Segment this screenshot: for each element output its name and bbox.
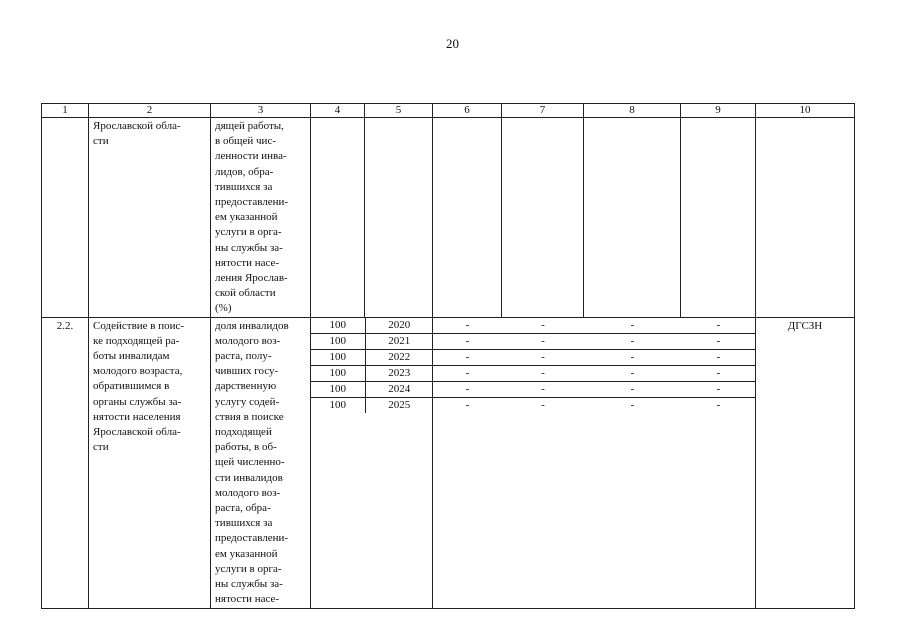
cell: [365, 118, 433, 318]
text-line: тившихся за: [215, 180, 273, 193]
year-row: [311, 349, 433, 365]
executor-cell: ДГСЗН: [756, 317, 855, 608]
text-line: ны службы за-: [215, 578, 283, 591]
action-description-cell: [89, 317, 211, 608]
text-line: нятости населения: [93, 410, 181, 423]
text-line: ления Ярослав-: [215, 272, 288, 285]
funding-value: -: [584, 365, 681, 381]
cell: [584, 118, 681, 318]
column-header: 3: [211, 104, 311, 118]
column-header: 9: [681, 104, 756, 118]
row-number-cell: 2.2.: [42, 317, 89, 608]
text-line: чивших госу-: [215, 365, 279, 378]
text-line: Содействие в поис-: [93, 319, 185, 332]
continued-action-cell: [89, 118, 211, 318]
funding-value: -: [433, 318, 502, 334]
text-line: работы, в об-: [215, 441, 277, 454]
text-line: молодого воз-: [215, 486, 281, 499]
year: 2024: [365, 381, 433, 397]
column-header: 4: [311, 104, 365, 118]
table-row-2-2: [42, 317, 855, 608]
target-value: 100: [311, 349, 365, 365]
text-line: щей численно-: [215, 456, 285, 469]
funding-value: -: [502, 381, 584, 397]
text-line: услугу содей-: [215, 395, 280, 408]
funding-value: -: [630, 398, 635, 411]
text-line: сти: [93, 135, 109, 148]
text-line: доля инвалидов: [215, 319, 289, 332]
funding-value: -: [433, 333, 502, 349]
text-line: услуги в орга-: [215, 562, 282, 575]
funding-value: -: [465, 398, 470, 411]
column-header: 10: [756, 104, 855, 118]
text-line: в общей чис-: [215, 135, 276, 148]
target-value: 100: [311, 365, 365, 381]
column-header: 1: [42, 104, 89, 118]
funding-subtable: [433, 318, 756, 413]
text-line: ем указанной: [215, 211, 278, 224]
text-line: органы службы за-: [93, 395, 182, 408]
text-line: предоставлени-: [215, 196, 289, 209]
column-number-header-row: [42, 104, 855, 118]
year-row: [433, 365, 756, 381]
cell: [311, 118, 365, 318]
text-line: ской области: [215, 287, 276, 300]
column-header: 6: [433, 104, 502, 118]
funding-cells: [433, 317, 756, 608]
funding-value: -: [681, 318, 756, 334]
year-row: [433, 397, 756, 413]
funding-value: -: [433, 365, 502, 381]
text-line: Ярославской обла-: [93, 426, 181, 439]
funding-value: -: [681, 333, 756, 349]
value-year-subtable: [311, 318, 433, 413]
text-line: тившихся за: [215, 517, 273, 530]
cell: [681, 118, 756, 318]
cell: [756, 118, 855, 318]
text-line: ны службы за-: [215, 241, 283, 254]
text-line: ке подходящей ра-: [93, 334, 180, 347]
text-line: обратившимся в: [93, 380, 170, 393]
year-row: [311, 365, 433, 381]
target-value: 100: [311, 318, 365, 334]
year: 2025: [388, 398, 411, 411]
continued-indicator-cell: [211, 118, 311, 318]
year-row: [433, 333, 756, 349]
funding-value: -: [681, 365, 756, 381]
funding-value: -: [541, 398, 545, 411]
target-value: 100: [311, 381, 365, 397]
funding-value: -: [502, 349, 584, 365]
funding-value: -: [584, 318, 681, 334]
text-line: ствия в поиске: [215, 410, 284, 423]
column-header: 8: [584, 104, 681, 118]
year-row: [311, 333, 433, 349]
year: 2020: [365, 318, 433, 334]
year: 2021: [365, 333, 433, 349]
target-value: 100: [311, 397, 365, 413]
column-header: 2: [89, 104, 211, 118]
text-line: предоставлени-: [215, 532, 289, 545]
funding-value: -: [584, 381, 681, 397]
year: 2022: [365, 349, 433, 365]
text-line: дящей работы,: [215, 120, 284, 132]
continuation-row: [42, 118, 855, 318]
year-row: [311, 381, 433, 397]
text-line: нятости насе-: [215, 593, 280, 606]
text-line: ем указанной: [215, 547, 278, 560]
text-line: молодого возраста,: [93, 365, 183, 378]
cell: [502, 118, 584, 318]
column-header: 7: [502, 104, 584, 118]
funding-value: -: [502, 318, 584, 334]
year: 2023: [365, 365, 433, 381]
year-row: [433, 318, 756, 334]
year-row: [311, 397, 433, 413]
text-line: раста, обра-: [215, 502, 271, 515]
funding-value: -: [716, 398, 721, 411]
text-line: сти: [93, 441, 109, 454]
funding-value: -: [502, 365, 584, 381]
cell: [433, 118, 502, 318]
year-row: [433, 381, 756, 397]
column-header: 5: [365, 104, 433, 118]
text-line: нятости насе-: [215, 256, 280, 269]
text-line: (%): [215, 302, 232, 315]
year-row: [433, 349, 756, 365]
funding-value: -: [584, 333, 681, 349]
text-line: подходящей: [215, 426, 272, 439]
cell: [42, 118, 89, 318]
text-line: молодого воз-: [215, 334, 281, 347]
text-line: боты инвалидам: [93, 350, 170, 363]
target-value: 100: [311, 333, 365, 349]
text-line: услуги в орга-: [215, 226, 282, 239]
text-line: Ярославской обла-: [93, 120, 181, 132]
funding-value: -: [681, 381, 756, 397]
text-line: раста, полу-: [215, 350, 272, 363]
text-line: дарственную: [215, 380, 277, 393]
funding-value: -: [433, 381, 502, 397]
indicator-description-cell: [211, 317, 311, 608]
target-value-year-cell: [311, 317, 433, 608]
funding-value: -: [502, 333, 584, 349]
text-line: сти инвалидов: [215, 471, 283, 484]
page-number: 20: [446, 36, 459, 51]
funding-value: -: [584, 349, 681, 365]
funding-value: -: [433, 349, 502, 365]
year-row: [311, 318, 433, 334]
text-line: ленности инва-: [215, 150, 287, 163]
program-indicators-table: [41, 103, 855, 609]
funding-value: -: [681, 349, 756, 365]
text-line: лидов, обра-: [215, 165, 274, 178]
